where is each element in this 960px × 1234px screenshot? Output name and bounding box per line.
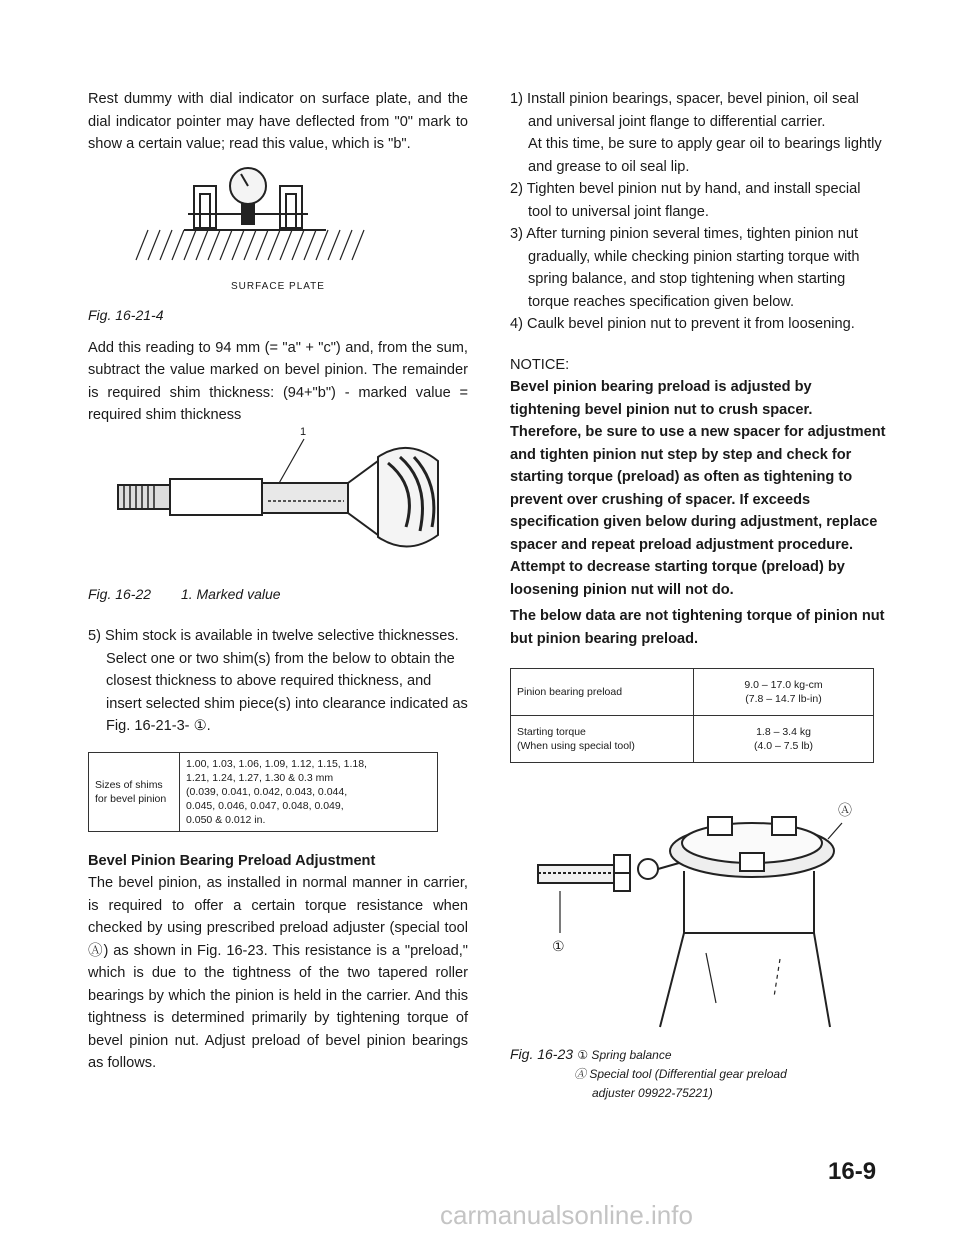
dial-indicator-drawing bbox=[88, 164, 468, 266]
fig-16-23-caption bbox=[510, 1045, 886, 1103]
spec-row2-value bbox=[694, 716, 874, 763]
spec-row2-metric: 1.8 – 3.4 kg bbox=[756, 726, 811, 738]
shim-in-line-1: (0.039, 0.041, 0.042, 0.043, 0.044, bbox=[186, 785, 348, 798]
preload-adjuster-drawing bbox=[510, 793, 886, 1037]
step-1: 1) Install pinion bearings, spacer, bevel pinion, oil seal and universal joint flange to differential carrier. bbox=[510, 91, 859, 130]
section-body: The bevel pinion, as installed in normal manner in carrier, is required to offer a certain torque resistance when checked by using prescribed preload adjuster (special tool Ⓐ) as shown in Fig. 16-23. This resistance is a "preload," which is due to the tightness of the two tapered roller bearings by which the pinion is held in the carrier. And this tightness is determined primarily by tightening torque of bevel pinion nut. Adjust preload of bevel pinion bearings as follows. bbox=[88, 875, 468, 1071]
step-3: 3) After turning pinion several times, tighten pinion nut gradually, while checking pinion starting torque with spring balance, and stop tightening when starting torque reaches specification given below. bbox=[510, 226, 860, 310]
spec-row2-imperial: (4.0 – 7.5 lb) bbox=[754, 740, 813, 752]
left-column bbox=[88, 88, 468, 1075]
shim-in-line-2: 0.045, 0.046, 0.047, 0.048, 0.049, bbox=[186, 799, 344, 812]
fig-16-23-tool-number: adjuster 09922-75221) bbox=[592, 1086, 713, 1100]
bevel-pinion-drawing bbox=[88, 427, 468, 577]
intro-paragraph: Rest dummy with dial indicator on surface plate, and the dial indicator pointer may have deflected from "0" mark to show a certain value; read this value, which is "b". bbox=[88, 91, 468, 152]
spec-row1-value bbox=[694, 669, 874, 716]
spec-row2-label-2: (When using special tool) bbox=[517, 740, 635, 752]
shim-mm-line-1: 1.00, 1.03, 1.06, 1.09, 1.12, 1.15, 1.18, bbox=[186, 757, 367, 770]
page-number: 16-9 bbox=[828, 1158, 877, 1185]
spec-row2-label-1: Starting torque bbox=[517, 726, 586, 738]
spec-row1-label: Pinion bearing preload bbox=[511, 669, 694, 716]
table-row bbox=[89, 752, 438, 831]
fig-16-23-row-1 bbox=[510, 1045, 886, 1065]
fig-16-21-4-caption: Fig. 16-21-4 bbox=[88, 307, 164, 323]
shim-table-values bbox=[180, 752, 438, 831]
shim-table-label: Sizes of shims for bevel pinion bbox=[89, 752, 180, 831]
step-2: 2) Tighten bevel pinion nut by hand, and install special tool to universal joint flange. bbox=[510, 181, 861, 220]
fig-16-23-number: Fig. 16-23 bbox=[510, 1046, 574, 1062]
step-1-note: At this time, be sure to apply gear oil to bearings lightly and grease to oil seal lip. bbox=[528, 136, 882, 175]
fig-16-22-label: 1. Marked value bbox=[180, 585, 281, 602]
fig-16-23-illustration bbox=[510, 793, 886, 1037]
notice-body: Bevel pinion bearing preload is adjusted by tightening bevel pinion nut to crush spacer. Therefore, be sure to use a new spacer for adjustment and tighten pinion nut step by step and check for starting torque (preload) as often as tightening to prevent over crushing of spacer. If exceeds specification given below during adjustment, replace spacer and repeat preload adjustment procedure. Attempt to decrease starting torque (preload) by loosening pinion nut will not do. bbox=[510, 379, 886, 598]
fig-16-22-number: Fig. 16-22 bbox=[88, 585, 152, 602]
step-4: 4) Caulk bevel pinion nut to prevent it from loosening. bbox=[510, 316, 855, 332]
spec-row1-imperial: (7.8 – 14.7 lb-in) bbox=[745, 693, 822, 705]
section-heading: Bevel Pinion Bearing Preload Adjustment bbox=[88, 852, 376, 869]
shim-size-table bbox=[88, 752, 438, 832]
table-row bbox=[511, 669, 874, 716]
right-column bbox=[510, 88, 886, 1103]
marked-value-callout: 1 bbox=[300, 425, 307, 438]
fig-16-21-4-illustration bbox=[88, 164, 468, 266]
spec-row2-label bbox=[511, 716, 694, 763]
fig-16-23-spring-balance: ① Spring balance bbox=[577, 1048, 672, 1062]
callout-a: Ⓐ bbox=[838, 802, 852, 818]
shim-in-line-3: 0.050 & 0.012 in. bbox=[186, 813, 266, 826]
notice-title: NOTICE: bbox=[510, 356, 570, 373]
watermark: carmanualsonline.info bbox=[440, 1200, 693, 1230]
fig-16-22-caption bbox=[88, 583, 468, 606]
surface-plate-label: SURFACE PLATE bbox=[231, 280, 325, 292]
step-5: 5) Shim stock is available in twelve selective thicknesses. Select one or two shim(s) from the below to obtain the closest thickness to above required thickness, and insert selected shim piece(s) into clearance indicated as Fig. 16-21-3- ①. bbox=[88, 628, 468, 734]
fig-16-22-illustration bbox=[88, 427, 468, 577]
preload-spec-table bbox=[510, 668, 874, 763]
shim-mm-line-2: 1.21, 1.24, 1.27, 1.30 & 0.3 mm bbox=[186, 771, 334, 784]
fig-16-23-special-tool: Ⓐ Special tool (Differential gear preload bbox=[574, 1067, 787, 1081]
callout-1: ① bbox=[552, 938, 565, 954]
add-reading-paragraph: Add this reading to 94 mm (= "a" + "c") and, from the sum, subtract the value marked on bevel pinion. The remainder is required shim thickness: (94+"b") - marked value = required shim thickness bbox=[88, 339, 468, 423]
spec-row1-metric: 9.0 – 17.0 kg-cm bbox=[744, 679, 823, 691]
notice-tail: The below data are not tightening torque of pinion nut but pinion bearing preload. bbox=[510, 608, 885, 647]
table-row bbox=[511, 716, 874, 763]
